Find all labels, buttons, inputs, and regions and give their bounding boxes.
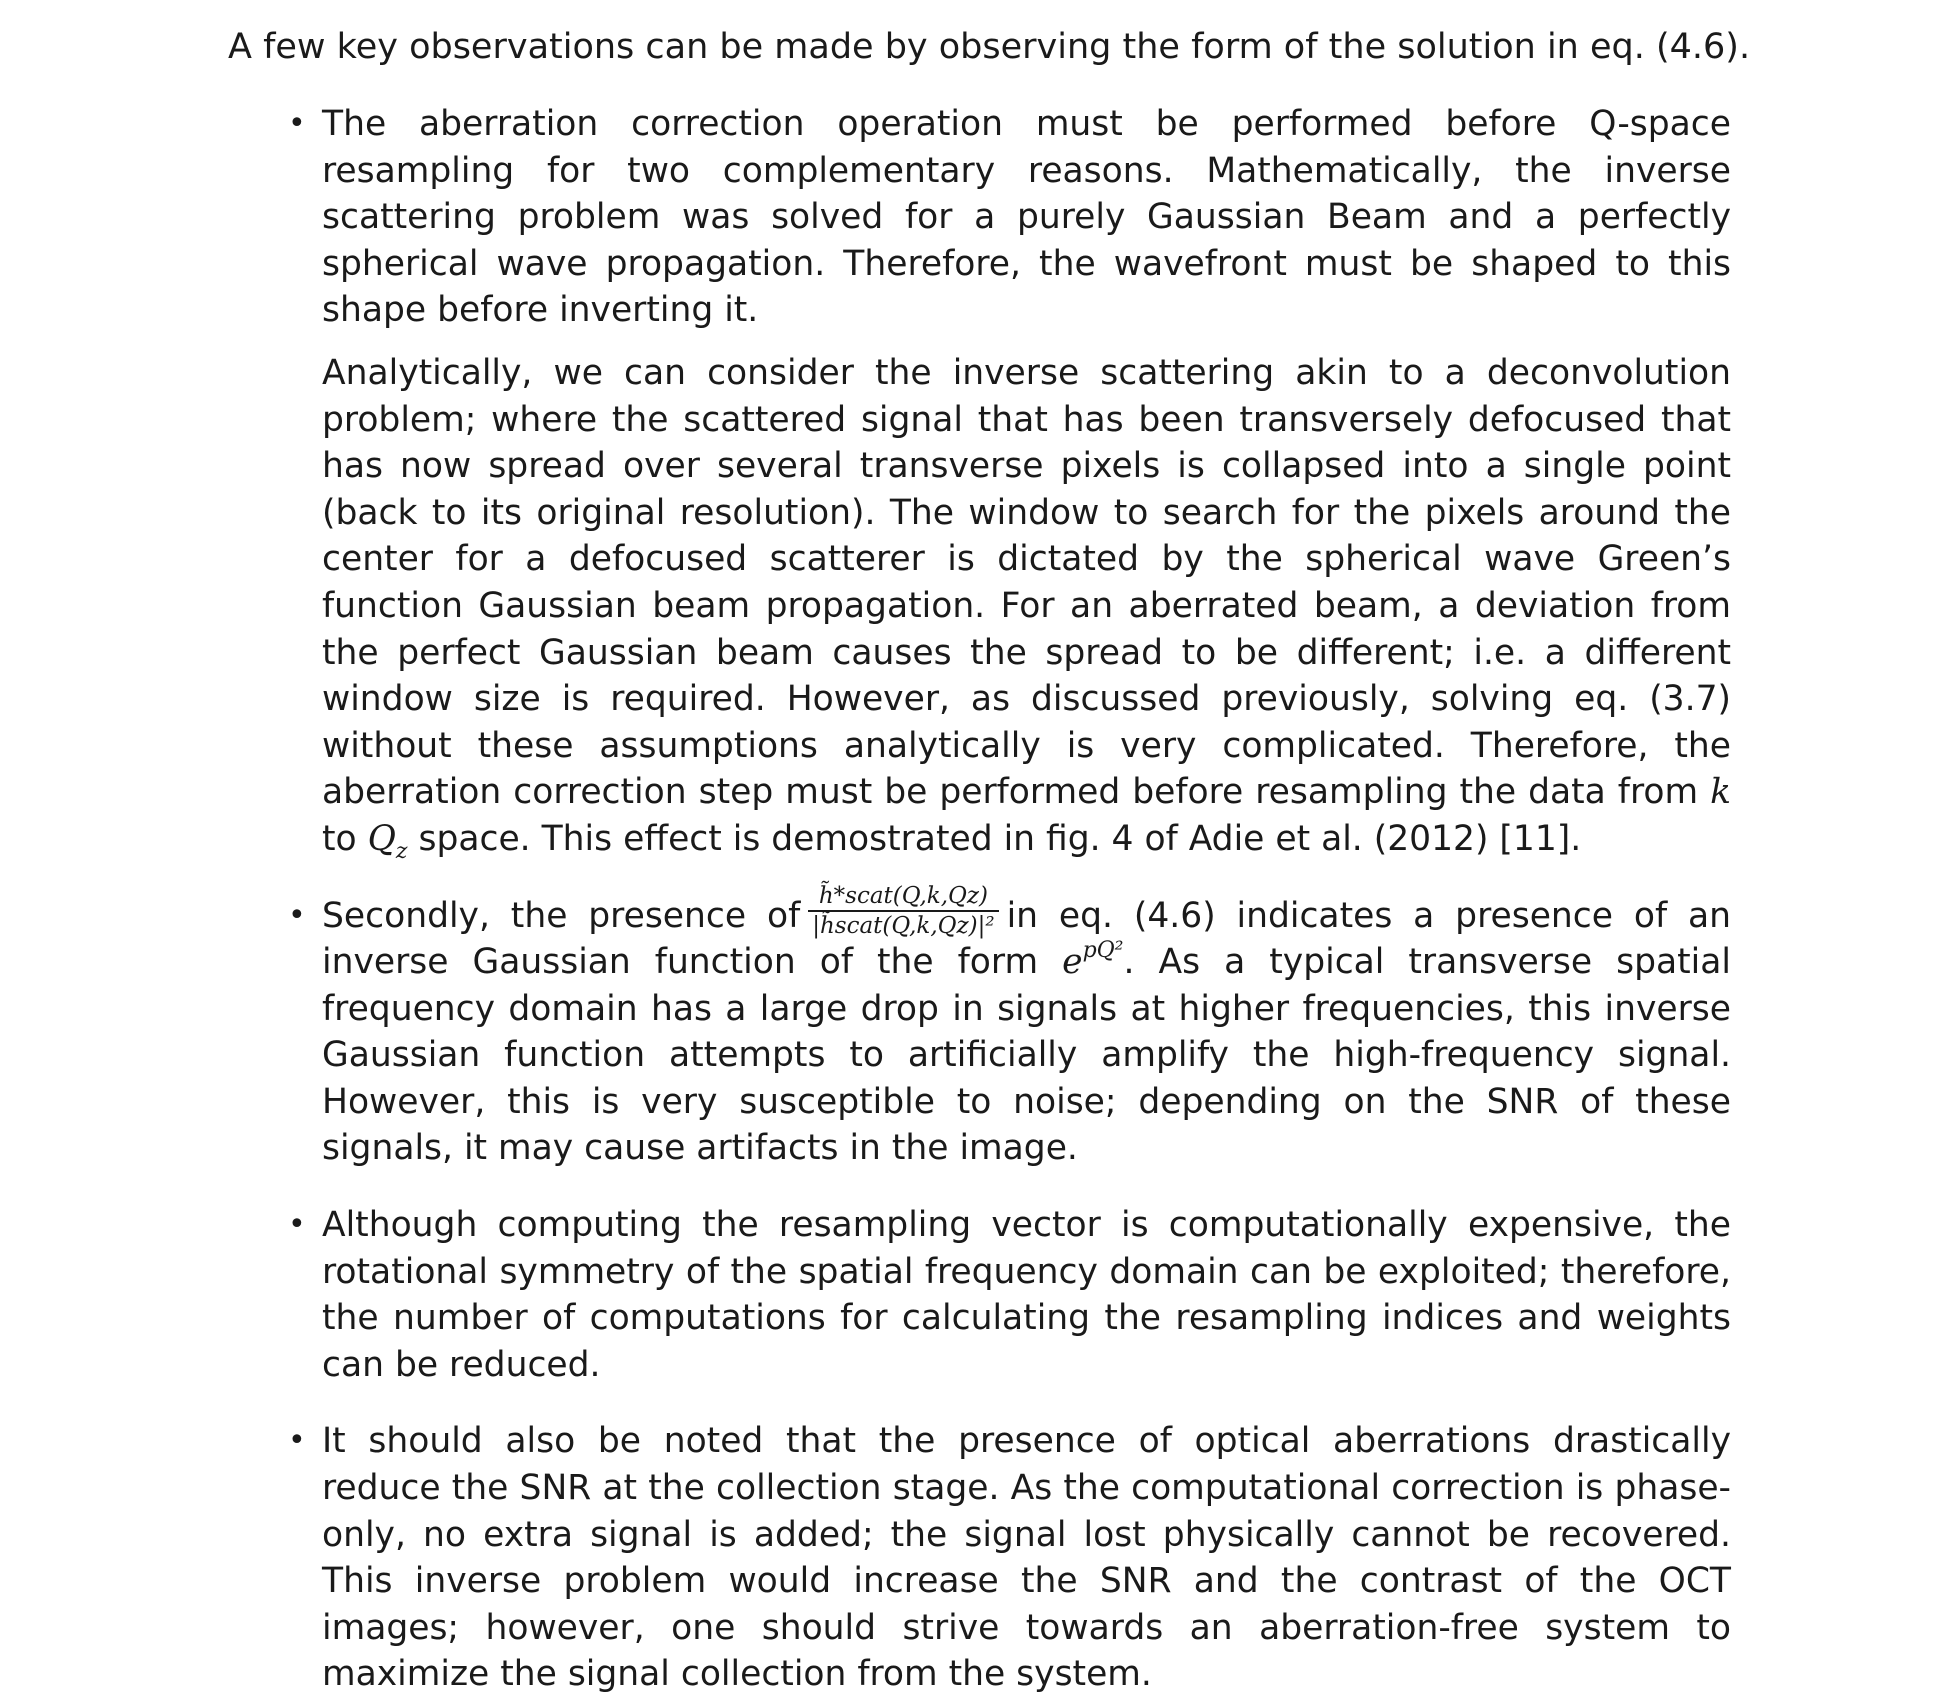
list-item [288,1202,1731,1388]
item-2-paragraph [322,883,1731,1173]
bullet-marker: • [288,106,306,141]
math-exponential: $e^{pQ^2}$ [1062,937,1124,983]
bullet-marker: • [288,1423,306,1459]
bullet-marker: • [288,897,306,933]
item-2-text-mid: in eq. (4.6) indicates a presence of an inverse Gaussian function of the form [322,895,1731,983]
observations-list [288,101,1732,1698]
intro-paragraph: A few key observations can be made by observing the form of the solution in eq. (4.6). [228,27,1751,67]
item-1-paragraph-2-end: space. This effect is demostrated in fig. 4 of Adie et al. (2012) [11]. [418,818,1582,859]
item-1-paragraph-2-text: Analytically, we can consider the inverse scattering akin to a deconvolution problem; where the scattered signal that has been transversely defocused that has now spread over several transverse pixels is collapsed into a single point (back to its original resolution). The window to search for the pixels around the center for a defocused scatterer is dictated by the spherical wave Green’s function Gaussian beam propagation. For an aberrated beam, a deviation from the perfect Gaussian beam causes the spread to be different; i.e. a different window size is required. However, as discussed previously, solving eq. (3.7) without these assumptions analytically is very complicated. Therefore, the aberration correction step must be performed before resampling the data from [322,352,1731,813]
list-item [288,1418,1731,1698]
fraction-numerator: h̃*scat(Q,k,Qz) [808,883,998,912]
item-1-paragraph-2 [322,350,1731,863]
item-4-paragraph: It should also be noted that the presence of optical aberrations drastically reduce the SNR at the collection stage. As the computational correction is phase-only, no extra signal is added; the signal lost physically cannot be recovered. This inverse problem would increase the SNR and the contrast of the OCT images; however, one should strive towards an aberration-free system to maximize the signal collection from the system. [322,1421,1731,1695]
math-k: k [1710,772,1732,813]
math-qz: $Q_z$ [367,818,408,864]
bullet-marker: • [288,1207,306,1243]
list-item [288,883,1731,1173]
item-1-paragraph-1: The aberration correction operation must be performed before Q-space resampling for two complementary reasons. Mathematically, the inverse scattering problem was solved for a purely Gaussian Beam and a perfectly spherical wave propagation. Therefore, the wavefront must be shaped to this shape before inverting it. [322,104,1731,331]
word-to: to [322,818,357,859]
item-2-text-start: Secondly, the presence of [322,895,801,936]
math-fraction [808,883,998,939]
list-item [288,101,1732,864]
item-2-text-end: . As a typical transverse spatial frequency domain has a large drop in signals at higher frequencies, this inverse Gaussian function attempts to artificially amplify the high-frequency signal. However, this is very susceptible to noise; depending on the SNR of these signals, it may cause artifacts in the image. [322,942,1731,1169]
fraction-denominator: |h̃scat(Q,k,Qz)|² [812,913,995,939]
item-3-paragraph: Although computing the resampling vector is computationally expensive, the rotational symmetry of the spatial frequency domain can be exploited; therefore, the number of computations for calculating the resampling indices and weights can be reduced. [322,1205,1731,1385]
